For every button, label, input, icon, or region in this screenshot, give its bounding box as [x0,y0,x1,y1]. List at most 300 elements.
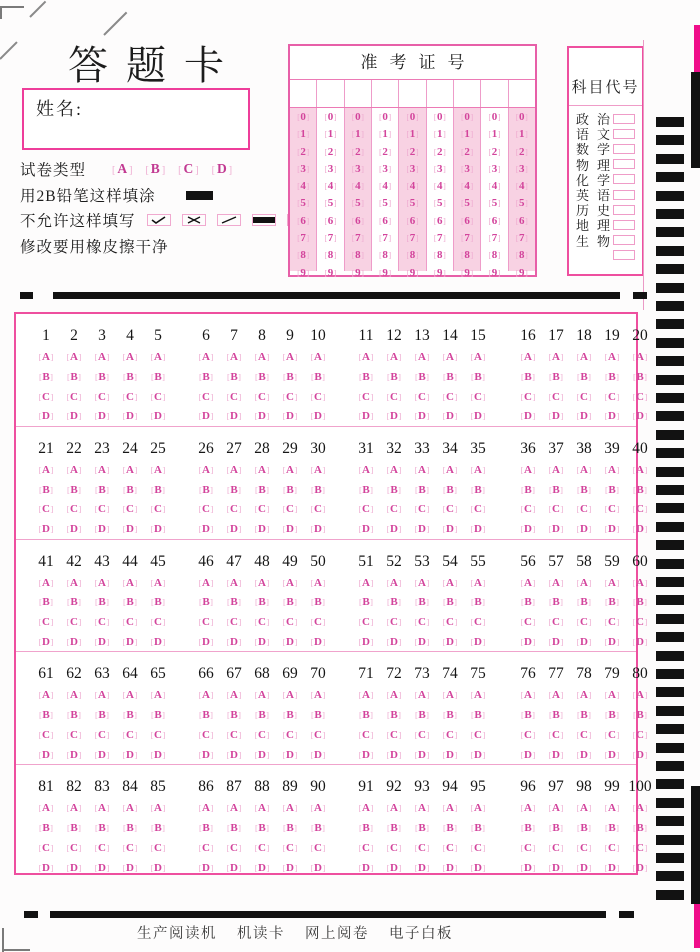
subject-rows [569,106,642,262]
bracket-close: ] [497,267,501,278]
question-cell-31 [352,427,380,538]
digit-bubble-5-col7[interactable] [461,195,473,211]
digit-bubble-5-col2[interactable] [324,195,336,211]
question-number: 68 [254,665,270,683]
option-bubble-q48-D[interactable] [255,633,270,653]
digit-bubble-0-col9[interactable] [516,109,528,125]
option-bubble-q45-D[interactable] [151,633,166,653]
digit-bubble-4-col6[interactable] [434,178,446,194]
digit-bubble-9-col3[interactable] [352,265,364,281]
bracket-open: [ [282,617,286,628]
paper-type-option-D[interactable] [212,161,233,177]
digit-bubble-1-col7[interactable] [461,126,473,142]
option-bubble-q50-D[interactable] [311,633,326,653]
option-bubble-q87-D[interactable] [227,859,242,879]
digit-bubble-5-col6[interactable] [434,195,446,211]
digit-bubble-1-col4[interactable] [379,126,391,142]
digit-bubble-9-col9[interactable] [516,265,528,281]
digit-bubble-6-col7[interactable] [461,213,473,229]
option-bubble-q80-D[interactable] [633,746,648,766]
digit-bubble-9-col5[interactable] [406,265,418,281]
option-bubble-q40-D[interactable] [633,520,648,540]
option-bubble-q67-D[interactable] [227,746,242,766]
bracket-open: [ [150,822,154,833]
digit-bubble-4-col5[interactable] [406,178,418,194]
digit-bubble-8-col9[interactable] [516,247,528,263]
option-bubble-q74-D[interactable] [443,746,458,766]
option-bubble-q46-D[interactable] [199,633,214,653]
option-bubble-q34-D[interactable] [443,520,458,540]
digit-bubble-1-col5[interactable] [406,126,418,142]
digit-bubble-1-col2[interactable] [324,126,336,142]
option-row [359,724,374,744]
option-bubble-q18-D[interactable] [577,407,592,427]
digit-bubble-5-col8[interactable] [488,195,500,211]
digit-bubble-6-col6[interactable] [434,213,446,229]
option-bubble-q59-D[interactable] [605,633,620,653]
admission-digit-cell-9[interactable] [509,80,535,107]
subject-code-fill-box[interactable] [613,174,635,184]
digit-bubble-3-col4[interactable] [379,161,391,177]
option-bubble-q70-D[interactable] [311,746,326,766]
question-number: 61 [38,665,54,683]
bracket-close: ] [370,504,374,515]
bracket-close: ] [162,749,166,760]
option-bubble-q14-D[interactable] [443,407,458,427]
digit-bubble-6-col5[interactable] [406,213,418,229]
option-row [415,611,430,631]
bubble-letter: 1 [437,128,443,141]
option-bubble-q31-D[interactable] [359,520,374,540]
digit-bubble-2-col7[interactable] [461,144,473,160]
admission-digit-cell-8[interactable] [481,80,508,107]
digit-bubble-8-col4[interactable] [379,247,391,263]
timing-mark [656,467,684,477]
option-bubble-q91-D[interactable] [359,859,374,879]
option-bubble-q16-D[interactable] [521,407,536,427]
option-bubble-q24-D[interactable] [123,520,138,540]
option-bubble-q86-D[interactable] [199,859,214,879]
digit-bubble-6-col1[interactable] [297,213,309,229]
bracket-open: [ [386,391,390,402]
option-bubble-q51-D[interactable] [359,633,374,653]
option-bubble-q47-D[interactable] [227,633,242,653]
bracket-close: ] [266,371,270,382]
digit-bubble-8-col2[interactable] [324,247,336,263]
option-bubble-q49-D[interactable] [283,633,298,653]
bubble-letter: C [230,390,238,403]
option-bubble-q65-D[interactable] [151,746,166,766]
option-bubble-q22-D[interactable] [67,520,82,540]
option-bubble-q4-D[interactable] [123,407,138,427]
subject-code-fill-box[interactable] [613,129,635,139]
bracket-open: [ [310,842,314,853]
bubble-letter: 5 [519,197,525,210]
option-bubble-q77-D[interactable] [549,746,564,766]
option-bubble-q42-D[interactable] [67,633,82,653]
option-bubble-q33-D[interactable] [415,520,430,540]
option-bubble-q82-D[interactable] [67,859,82,879]
option-bubble-q37-D[interactable] [549,520,564,540]
subject-code-fill-box[interactable] [613,250,635,260]
bracket-close: ] [134,464,138,475]
digit-bubble-1-col3[interactable] [352,126,364,142]
option-bubble-q35-D[interactable] [471,520,486,540]
bracket-close: ] [644,617,648,628]
bubble-letter: 3 [327,162,334,175]
option-row [387,572,402,592]
option-bubble-q28-D[interactable] [255,520,270,540]
bracket-close: ] [588,822,592,833]
option-row [605,572,620,592]
bracket-close: ] [134,484,138,495]
option-bubble-q61-D[interactable] [39,746,54,766]
option-bubble-q100-D[interactable] [633,859,648,879]
digit-bubble-7-col2[interactable] [324,230,336,246]
option-bubble-q92-D[interactable] [387,859,402,879]
option-bubble-q94-D[interactable] [443,859,458,879]
option-bubble-q36-D[interactable] [521,520,536,540]
option-bubble-q1-D[interactable] [39,407,54,427]
name-field[interactable] [22,88,250,150]
option-bubble-q63-D[interactable] [95,746,110,766]
option-bubble-q71-D[interactable] [359,746,374,766]
digit-bubble-6-col9[interactable] [516,213,528,229]
bubble-letter: A [418,802,426,815]
option-row [521,704,535,724]
digit-bubble-0-col5[interactable] [406,109,418,125]
option-bubble-q29-D[interactable] [283,520,298,540]
subject-code-fill-box[interactable] [613,144,635,154]
option-bubble-q64-D[interactable] [123,746,138,766]
option-bubble-q72-D[interactable] [387,746,402,766]
bracket-close: ] [560,636,564,647]
digit-bubble-3-col7[interactable] [461,161,473,177]
option-bubble-q44-D[interactable] [123,633,138,653]
option-row [443,724,458,744]
option-bubble-q25-D[interactable] [151,520,166,540]
digit-bubble-2-col5[interactable] [406,144,418,160]
digit-bubble-4-col2[interactable] [324,178,336,194]
option-bubble-q79-D[interactable] [605,746,620,766]
timing-mark [656,761,684,771]
digit-bubble-2-col2[interactable] [324,144,336,160]
digit-bubble-2-col3[interactable] [352,144,364,160]
digit-bubble-0-col4[interactable] [379,109,391,125]
bracket-open: [ [150,577,154,588]
digit-bubble-3-col8[interactable] [488,161,500,177]
digit-bubble-7-col5[interactable] [406,230,418,246]
option-bubble-q88-D[interactable] [255,859,270,879]
option-bubble-q73-D[interactable] [415,746,430,766]
digit-bubble-3-col5[interactable] [406,161,418,177]
bracket-close: ] [134,597,138,608]
digit-bubble-2-col4[interactable] [379,144,391,160]
option-row [227,591,241,611]
option-bubble-q95-D[interactable] [471,859,486,879]
digit-bubble-3-col3[interactable] [352,161,364,177]
digit-bubble-5-col5[interactable] [406,195,418,211]
digit-bubble-4-col1[interactable] [297,178,309,194]
digit-bubble-2-col1[interactable] [297,144,309,160]
digit-bubble-4-col7[interactable] [461,178,473,194]
option-bubble-q6-D[interactable] [199,407,214,427]
digit-bubble-8-col5[interactable] [406,247,418,263]
subject-code-fill-box[interactable] [613,205,635,215]
digit-bubble-5-col4[interactable] [379,195,391,211]
digit-bubble-8-col6[interactable] [434,247,446,263]
option-bubble-q83-D[interactable] [95,859,110,879]
digit-bubble-5-col9[interactable] [516,195,528,211]
timing-mark [656,319,684,329]
option-row [39,386,54,406]
digit-bubble-4-col8[interactable] [488,178,500,194]
option-row [577,386,592,406]
option-bubble-q52-D[interactable] [387,633,402,653]
bracket-open: [ [310,822,314,833]
bubble-letter: B [580,370,588,383]
digit-bubble-9-col7[interactable] [461,265,473,281]
digit-bubble-0-col1[interactable] [297,109,309,125]
digit-bubble-2-col6[interactable] [434,144,446,160]
digit-bubble-7-col1[interactable] [297,230,309,246]
digit-bubble-2-col8[interactable] [488,144,500,160]
digit-bubble-5-col3[interactable] [352,195,364,211]
bubble-letter: C [314,841,322,854]
bubble-letter: A [636,576,644,589]
bracket-open: [ [150,371,154,382]
digit-bubble-6-col2[interactable] [324,213,336,229]
option-bubble-q3-D[interactable] [95,407,110,427]
digit-bubble-5-col1[interactable] [297,195,309,211]
option-bubble-q27-D[interactable] [227,520,242,540]
option-bubble-q12-D[interactable] [387,407,402,427]
option-bubble-q21-D[interactable] [39,520,54,540]
option-bubble-q98-D[interactable] [577,859,592,879]
admission-digit-cell-5[interactable] [399,80,426,107]
option-bubble-q93-D[interactable] [415,859,430,879]
digit-bubble-0-col3[interactable] [352,109,364,125]
digit-bubble-1-col1[interactable] [297,126,309,142]
digit-bubble-1-col8[interactable] [488,126,500,142]
option-bubble-q5-D[interactable] [151,407,166,427]
digit-bubble-9-col4[interactable] [379,265,391,281]
digit-row [290,212,316,229]
option-bubble-q57-D[interactable] [549,633,564,653]
option-bubble-q43-D[interactable] [95,633,110,653]
bubble-letter: D [446,635,454,648]
option-bubble-q97-D[interactable] [549,859,564,879]
digit-bubble-4-col4[interactable] [379,178,391,194]
digit-bubble-3-col9[interactable] [516,161,528,177]
option-bubble-q11-D[interactable] [359,407,374,427]
option-bubble-q10-D[interactable] [311,407,326,427]
digit-bubble-9-col6[interactable] [434,265,446,281]
bubble-letter: A [314,463,322,476]
digit-bubble-8-col7[interactable] [461,247,473,263]
digit-bubble-9-col2[interactable] [324,265,336,281]
bracket-close: ] [588,504,592,515]
bubble-letter: C [474,616,482,629]
option-row [633,498,648,518]
option-bubble-q2-D[interactable] [67,407,82,427]
option-row [227,631,242,651]
admission-digit-cell-7[interactable] [454,80,481,107]
option-bubble-q96-D[interactable] [521,859,536,879]
bracket-open: [ [282,504,286,515]
option-bubble-q8-D[interactable] [255,407,270,427]
option-bubble-q41-D[interactable] [39,633,54,653]
option-bubble-q60-D[interactable] [633,633,648,653]
option-row [311,498,326,518]
option-bubble-q30-D[interactable] [311,520,326,540]
digit-bubble-0-col2[interactable] [324,109,336,125]
option-bubble-q62-D[interactable] [67,746,82,766]
option-row [521,498,536,518]
subject-code-fill-box[interactable] [613,159,635,169]
bubble-letter: D [636,861,644,874]
question-cell-44 [116,540,144,651]
option-bubble-q9-D[interactable] [283,407,298,427]
option-row [577,498,592,518]
question-cell-84 [116,765,144,876]
digit-bubble-7-col9[interactable] [516,230,528,246]
question-cell-92 [380,765,408,876]
paper-type-option-B[interactable] [145,161,166,177]
option-bubble-q32-D[interactable] [387,520,402,540]
bubble-letter: C [98,503,106,516]
option-bubble-q26-D[interactable] [199,520,214,540]
digit-bubble-6-col8[interactable] [488,213,500,229]
digit-bubble-9-col1[interactable] [297,265,309,281]
digit-bubble-7-col6[interactable] [434,230,446,246]
option-bubble-q13-D[interactable] [415,407,430,427]
digit-bubble-3-col2[interactable] [324,161,336,177]
option-row [123,366,137,386]
bracket-close: ] [470,163,474,174]
digit-bubble-1-col9[interactable] [516,126,528,142]
bracket-open: [ [386,690,390,701]
option-bubble-q56-D[interactable] [521,633,536,653]
option-bubble-q90-D[interactable] [311,859,326,879]
bracket-close: ] [370,729,374,740]
subject-code-fill-box[interactable] [613,220,635,230]
question-cell-30 [304,427,332,538]
digit-bubble-8-col8[interactable] [488,247,500,263]
digit-bubble-0-col6[interactable] [434,109,446,125]
bubble-letter: 5 [464,197,470,210]
bracket-open: [ [470,822,474,833]
option-bubble-q39-D[interactable] [605,520,620,540]
admission-digit-cell-3[interactable] [345,80,372,107]
digit-bubble-4-col9[interactable] [516,178,528,194]
question-cell-9 [276,314,304,425]
subject-code-fill-box[interactable] [613,190,635,200]
option-bubble-q81-D[interactable] [39,859,54,879]
digit-bubble-6-col3[interactable] [352,213,364,229]
question-cell-46 [192,540,220,651]
option-bubble-q54-D[interactable] [443,633,458,653]
digit-bubble-3-col6[interactable] [434,161,446,177]
option-bubble-q68-D[interactable] [255,746,270,766]
option-bubble-q38-D[interactable] [577,520,592,540]
option-bubble-q55-D[interactable] [471,633,486,653]
option-bubble-q58-D[interactable] [577,633,592,653]
bracket-open: [ [470,862,474,873]
digit-bubble-7-col7[interactable] [461,230,473,246]
option-bubble-q99-D[interactable] [605,859,620,879]
admission-digit-cell-2[interactable] [317,80,344,107]
option-bubble-q53-D[interactable] [415,633,430,653]
option-bubble-q78-D[interactable] [577,746,592,766]
subject-code-fill-box[interactable] [613,235,635,245]
bubble-letter: D [474,635,482,648]
digit-bubble-6-col4[interactable] [379,213,391,229]
option-bubble-q76-D[interactable] [521,746,536,766]
option-row [359,459,374,479]
subject-code-fill-box[interactable] [613,114,635,124]
bracket-close: ] [532,371,536,382]
digit-bubble-0-col8[interactable] [488,109,500,125]
bracket-close: ] [50,391,54,402]
option-bubble-q7-D[interactable] [227,407,242,427]
bracket-open: [ [406,250,410,261]
digit-bubble-9-col8[interactable] [488,265,500,281]
option-bubble-q75-D[interactable] [471,746,486,766]
option-bubble-q15-D[interactable] [471,407,486,427]
option-bubble-q19-D[interactable] [605,407,620,427]
option-bubble-q69-D[interactable] [283,746,298,766]
digit-bubble-3-col1[interactable] [297,161,309,177]
digit-bubble-7-col4[interactable] [379,230,391,246]
option-bubble-q89-D[interactable] [283,859,298,879]
bracket-close: ] [532,803,536,814]
digit-bubble-8-col3[interactable] [352,247,364,263]
option-bubble-q23-D[interactable] [95,520,110,540]
digit-bubble-2-col9[interactable] [516,144,528,160]
bubble-letter: B [286,370,294,383]
option-bubble-q66-D[interactable] [199,746,214,766]
option-row [67,684,82,704]
paper-type-option-A[interactable] [112,161,133,177]
option-row [123,479,137,499]
admission-digit-cell-1[interactable] [290,80,317,107]
option-row [359,817,373,837]
bracket-close: ] [644,729,648,740]
admission-digit-cell-6[interactable] [427,80,454,107]
bracket-open: [ [122,842,126,853]
digit-bubble-1-col6[interactable] [434,126,446,142]
digit-bubble-8-col1[interactable] [297,247,309,263]
option-bubble-q17-D[interactable] [549,407,564,427]
bubble-letter: B [362,370,370,383]
digit-bubble-0-col7[interactable] [461,109,473,125]
option-bubble-q20-D[interactable] [633,407,648,427]
admission-digit-cell-4[interactable] [372,80,399,107]
bubble-letter: C [418,503,426,516]
option-bubble-q85-D[interactable] [151,859,166,879]
digit-bubble-4-col3[interactable] [352,178,364,194]
paper-type-option-C[interactable] [178,161,199,177]
option-bubble-q84-D[interactable] [123,859,138,879]
digit-row [509,177,535,194]
option-row [151,518,166,538]
bubble-letter: A [258,351,266,363]
bracket-open: [ [515,163,519,174]
bracket-open: [ [38,597,42,608]
digit-bubble-7-col3[interactable] [352,230,364,246]
digit-bubble-7-col8[interactable] [488,230,500,246]
